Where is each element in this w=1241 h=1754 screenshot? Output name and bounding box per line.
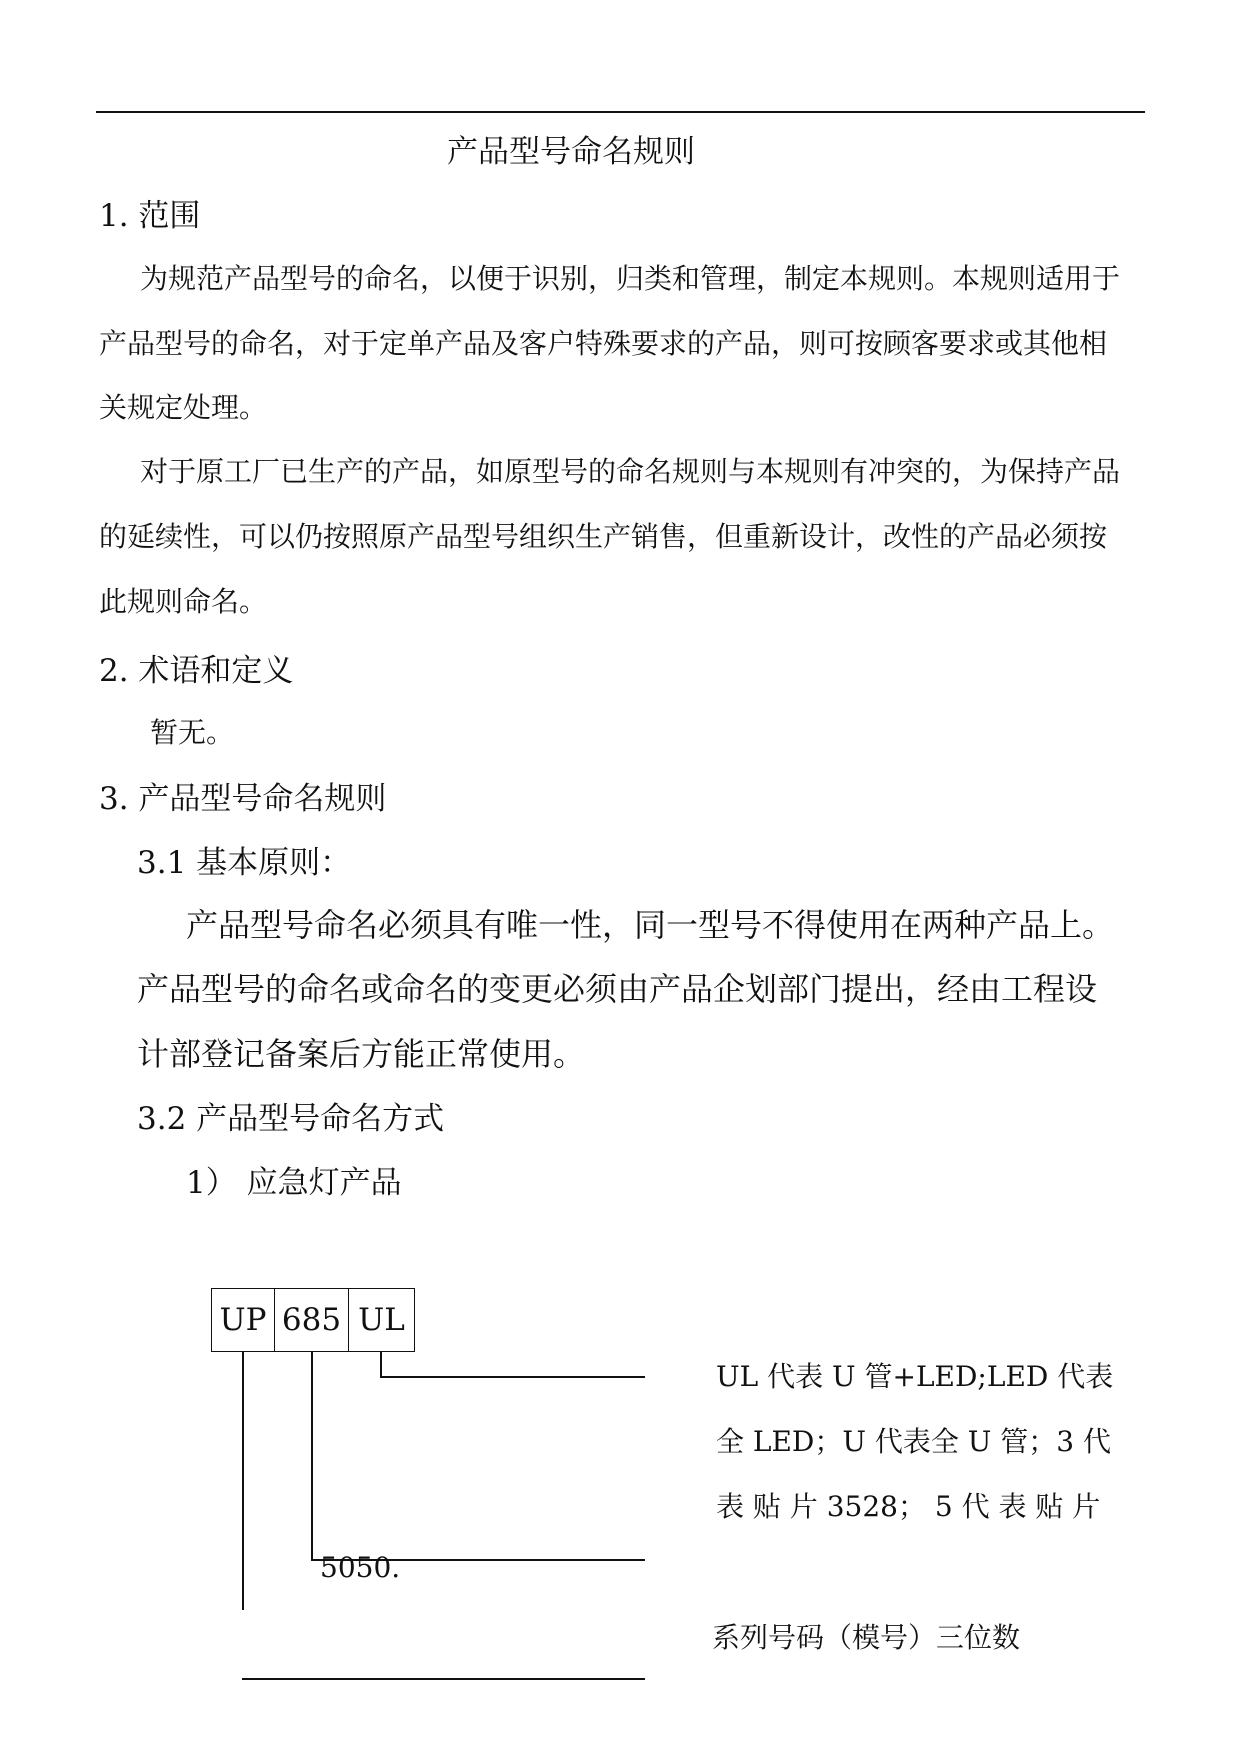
connector-ul-vertical xyxy=(380,1351,382,1377)
desc-series: 系列号码（模号）三位数 xyxy=(712,1621,1021,1654)
section-1-para2-line2: 的延续性，可以仍按照原产品型号组织生产销售，但重新设计，改性的产品必须按 xyxy=(99,520,1108,553)
section-2-text: 暂无。 xyxy=(150,716,235,749)
section-1-para2-line3: 此规则命名。 xyxy=(99,585,268,618)
desc-ul-line3: 表 贴 片 3528； 5 代 表 贴 片 xyxy=(716,1490,1101,1523)
desc-ul-tail: 5050. xyxy=(320,1551,401,1584)
section-2-heading: 2. 术语和定义 xyxy=(99,653,294,689)
section-3-1-heading: 3.1 基本原则： xyxy=(137,845,352,881)
section-1-para1-line3: 关规定处理。 xyxy=(99,391,268,424)
section-3-2-item-1: 1） 应急灯产品 xyxy=(186,1165,402,1201)
model-code-box xyxy=(211,1288,415,1352)
connector-685-vertical xyxy=(311,1351,313,1560)
section-3-1-line2: 产品型号的命名或命名的变更必须由产品企划部门提出，经由工程设 xyxy=(137,970,1098,1008)
page-title: 产品型号命名规则 xyxy=(447,134,695,170)
desc-ul-line1: UL 代表 U 管+LED;LED 代表 xyxy=(716,1360,1114,1393)
section-1-para1-line1: 为规范产品型号的命名，以便于识别，归类和管理，制定本规则。本规则适用于 xyxy=(140,262,1121,295)
connector-up-vertical xyxy=(242,1351,244,1610)
code-cell-up: UP xyxy=(219,1302,267,1338)
header-rule xyxy=(96,111,1145,113)
section-1-heading: 1. 范围 xyxy=(99,198,201,234)
desc-ul-line2: 全 LED；U 代表全 U 管；3 代 xyxy=(716,1425,1111,1458)
section-3-1-line3: 计部登记备案后方能正常使用。 xyxy=(137,1035,586,1073)
connector-bottom-horizontal xyxy=(242,1678,645,1680)
code-cell-ul: UL xyxy=(358,1302,405,1338)
section-3-1-line1: 产品型号命名必须具有唯一性，同一型号不得使用在两种产品上。 xyxy=(186,906,1115,944)
section-1-para2-line1: 对于原工厂已生产的产品，如原型号的命名规则与本规则有冲突的，为保持产品 xyxy=(140,455,1121,488)
connector-ul-horizontal xyxy=(380,1376,645,1378)
section-1-para1-line2: 产品型号的命名，对于定单产品及客户特殊要求的产品，则可按顾客要求或其他相 xyxy=(99,327,1108,360)
code-cell-685: 685 xyxy=(281,1302,342,1338)
section-3-2-heading: 3.2 产品型号命名方式 xyxy=(137,1101,445,1137)
section-3-heading: 3. 产品型号命名规则 xyxy=(99,781,387,817)
